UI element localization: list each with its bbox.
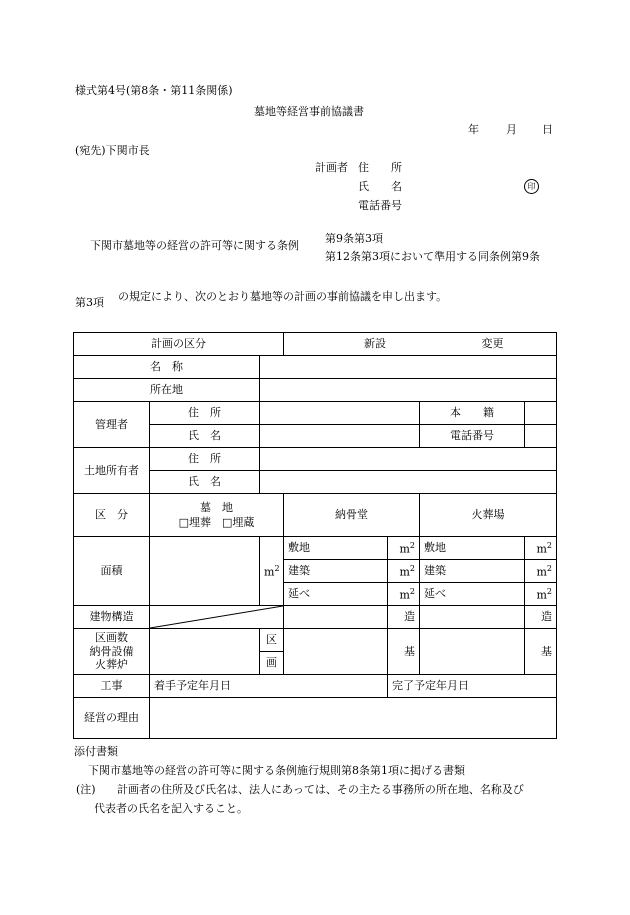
document-title: 墓地等経営事前協議書	[254, 105, 364, 118]
attachments-label: 添付書類	[74, 745, 118, 758]
landowner-name-label: 氏 名	[150, 471, 260, 494]
construction-end-field[interactable]: 完了予定年月日	[388, 675, 557, 698]
note-text-1: 計画者の住所及び氏名は、法人にあっては、その主たる事務所の所在地、名称及び	[117, 783, 524, 796]
application-table	[73, 332, 557, 739]
note-label: (注)	[76, 783, 96, 796]
crematorium-label: 火葬場	[420, 494, 557, 537]
manager-phone-field[interactable]	[525, 425, 557, 448]
intro-option-1: 第9条第3項	[325, 232, 383, 245]
reason-label: 経営の理由	[74, 698, 150, 739]
crematorium-count-unit: 基	[525, 629, 557, 675]
diagonal-line	[150, 606, 283, 628]
construction-label: 工事	[74, 675, 150, 698]
intro-option-2: 第12条第3項において準用する同条例第9条	[325, 250, 540, 263]
ossuary-count-unit: 基	[388, 629, 420, 675]
form-number: 様式第4号(第8条・第11条関係)	[75, 84, 233, 97]
manager-address-field[interactable]	[260, 402, 420, 425]
crematorium-total-unit: $m^2$	[525, 583, 557, 606]
date-day: 日	[542, 123, 553, 136]
burial-checkboxes[interactable]: □埋葬 □埋蔵	[178, 516, 255, 529]
category-label: 区 分	[74, 494, 150, 537]
manager-name-field[interactable]	[260, 425, 420, 448]
facility-name-label: 名 称	[74, 356, 260, 379]
cemetery-category[interactable]	[150, 494, 284, 537]
date-month: 月	[506, 123, 517, 136]
plot-unit-kaku: 画	[260, 652, 284, 675]
plot-count-field[interactable]	[150, 629, 260, 675]
intro-option-2-cont: 第3項	[75, 296, 104, 309]
crematorium-structure-unit: 造	[525, 606, 557, 629]
ossuary-total-unit: $m^2$	[388, 583, 420, 606]
note-text-2: 代表者の氏名を記入すること。	[94, 802, 248, 815]
attachments-text: 下関市墓地等の経営の許可等に関する条例施行規則第8条第1項に掲げる書類	[88, 764, 465, 777]
reason-field[interactable]	[150, 698, 557, 739]
cemetery-area-field[interactable]	[150, 537, 260, 606]
ossuary-site-unit: $m^2$	[388, 537, 420, 560]
applicant-name-label: 氏 名	[358, 180, 402, 193]
landowner-label: 土地所有者	[74, 448, 150, 494]
landowner-address-label: 住 所	[150, 448, 260, 471]
location-field[interactable]	[260, 379, 557, 402]
addressee: (宛先)下関市長	[75, 144, 150, 157]
plot-unit-ku: 区	[260, 629, 284, 652]
seal-mark: 印	[524, 179, 539, 194]
manager-label: 管理者	[74, 402, 150, 448]
plan-type-label: 計画の区分	[74, 333, 284, 356]
honseki-field[interactable]	[525, 402, 557, 425]
cemetery-label: 墓 地	[200, 500, 233, 514]
structure-label: 建物構造	[74, 606, 150, 629]
location-label: 所在地	[74, 379, 260, 402]
count-label: 区画数 納骨設備 火葬炉	[74, 629, 150, 675]
intro-rest: の規定により、次のとおり墓地等の計画の事前協議を申し出ます。	[118, 290, 448, 303]
area-label: 面積	[74, 537, 150, 606]
applicant-role-label: 計画者	[315, 161, 348, 174]
landowner-address-field[interactable]	[260, 448, 557, 471]
crematorium-count-field[interactable]	[420, 629, 525, 675]
intro-ordinance: 下関市墓地等の経営の許可等に関する条例	[90, 239, 299, 252]
option-new[interactable]: 新設	[364, 337, 387, 351]
crematorium-building-unit: $m^2$	[525, 560, 557, 583]
ossuary-site-label: 敷地	[284, 537, 388, 560]
crematorium-building-label: 建築	[420, 560, 525, 583]
applicant-address-label: 住 所	[358, 161, 402, 174]
crematorium-structure-field[interactable]	[420, 606, 525, 629]
cemetery-area-unit: $m^2$	[260, 537, 284, 606]
plan-type-options	[284, 333, 557, 356]
facility-name-field[interactable]	[260, 356, 557, 379]
ossuary-structure-field[interactable]	[284, 606, 388, 629]
honseki-label: 本 籍	[420, 402, 525, 425]
manager-address-label: 住 所	[150, 402, 260, 425]
ossuary-structure-unit: 造	[388, 606, 420, 629]
ossuary-label: 納骨堂	[284, 494, 420, 537]
option-change[interactable]: 変更	[481, 337, 504, 351]
crematorium-site-unit: $m^2$	[525, 537, 557, 560]
ossuary-count-field[interactable]	[284, 629, 388, 675]
ossuary-total-label: 延べ	[284, 583, 388, 606]
ossuary-building-unit: $m^2$	[388, 560, 420, 583]
applicant-phone-label: 電話番号	[358, 199, 402, 212]
date-year: 年	[468, 123, 479, 136]
landowner-name-field[interactable]	[260, 471, 557, 494]
crematorium-total-label: 延べ	[420, 583, 525, 606]
structure-diagonal-cell	[150, 606, 284, 629]
ossuary-building-label: 建築	[284, 560, 388, 583]
manager-name-label: 氏 名	[150, 425, 260, 448]
construction-start-field[interactable]: 着手予定年月日	[150, 675, 388, 698]
manager-phone-label: 電話番号	[420, 425, 525, 448]
crematorium-site-label: 敷地	[420, 537, 525, 560]
